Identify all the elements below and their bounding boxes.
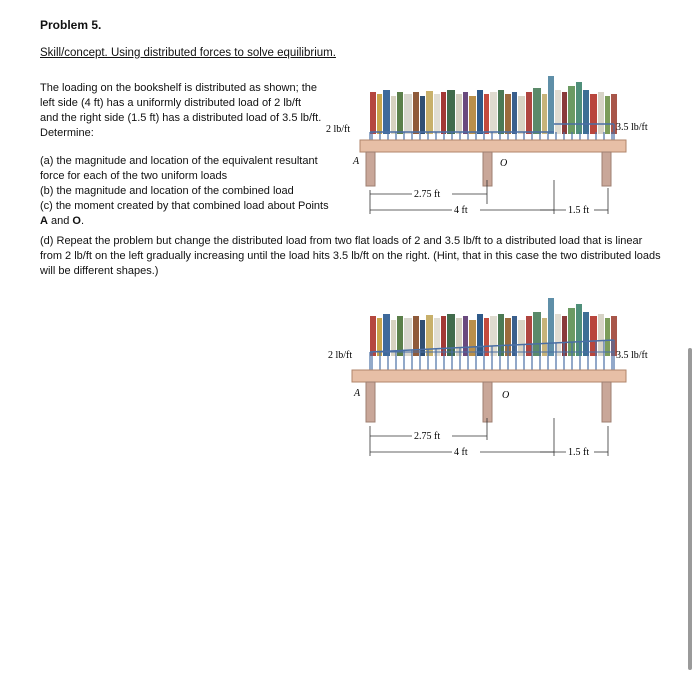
- part-d-text: (d) Repeat the problem but change the distributed load from two flat loads of 2 and 3.5 lb/ft to a distributed load that is linear from 2 lb/ft on the left gradually increasing until the load hits 3.5 lb/ft on the right. (Hint, that in this case the two distributed loads will be different shapes.): [40, 235, 661, 277]
- point-o-label: O: [500, 158, 508, 169]
- left-load-label: 2 lb/ft: [328, 350, 353, 361]
- dim-label-2-75: 2.75 ft: [414, 189, 441, 200]
- books-row: [370, 76, 617, 134]
- bracket-right: [602, 382, 611, 422]
- left-load-label: 2 lb/ft: [326, 124, 351, 135]
- right-load-label: 3.5 lb/ft: [616, 122, 648, 133]
- shelf-board: [360, 140, 626, 152]
- point-a-label: A: [353, 156, 360, 167]
- part-c-text: (c) the moment created by that combined load about Points A and O.: [40, 200, 329, 227]
- bracket-right: [602, 152, 611, 186]
- dim-label-1-5: 1.5 ft: [568, 205, 590, 216]
- bracket-center: [483, 152, 492, 186]
- dim-label-1-5: 1.5 ft: [568, 447, 590, 458]
- point-a-label: A: [354, 388, 361, 399]
- dim-label-4: 4 ft: [454, 447, 468, 458]
- part-a-text: (a) the magnitude and location of the equivalent resultant force for each of the two uniform loads: [40, 155, 318, 182]
- bookshelf-diagram-uniform: [322, 70, 662, 220]
- problem-title: Problem 5.: [40, 18, 102, 32]
- bookshelf-diagram-linear: [322, 290, 662, 462]
- right-load-label: 3.5 lb/ft: [616, 350, 648, 361]
- point-o-label: O: [502, 390, 510, 401]
- problem-intro-text: The loading on the bookshelf is distributed as shown; the left side (4 ft) has a uniformly distributed load of 2 lb/ft and the right side (1.5 ft) has a distributed load of 3.5 lb/ft. Determine:: [40, 82, 322, 139]
- problem-parts-abc: [40, 154, 330, 229]
- bracket-left: [366, 382, 375, 422]
- skill-concept-heading: Skill/concept. Using distributed forces to solve equilibrium.: [40, 47, 336, 59]
- bracket-center: [483, 382, 492, 422]
- shelf-board: [352, 370, 626, 382]
- part-b-text: (b) the magnitude and location of the combined load: [40, 185, 294, 197]
- vertical-scrollbar[interactable]: [688, 348, 692, 670]
- bookshelf-figure-uniform: [322, 70, 662, 225]
- bookshelf-figure-linear: [322, 290, 662, 467]
- bracket-left: [366, 152, 375, 186]
- dim-label-4: 4 ft: [454, 205, 468, 216]
- dim-label-2-75: 2.75 ft: [414, 431, 441, 442]
